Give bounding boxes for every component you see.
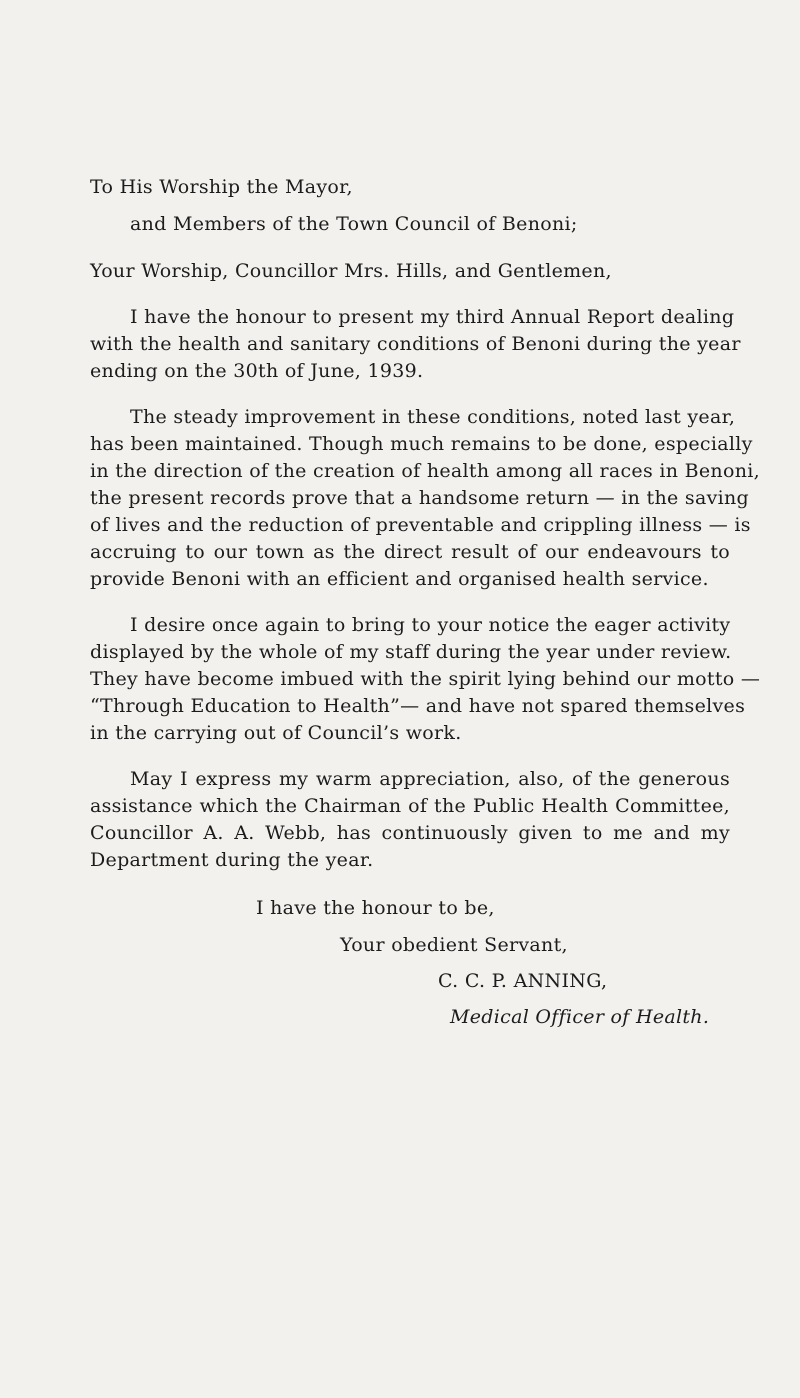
- paragraph-line: May I express my warm appreciation, also, of the generous: [130, 768, 730, 790]
- signatory-title: Medical Officer of Health.: [450, 1006, 710, 1028]
- paragraph-line: accruing to our town as the direct result of our endeavours to: [90, 541, 730, 563]
- paragraph-line: in the carrying out of Council’s work.: [90, 722, 462, 744]
- paragraph-line: in the direction of the creation of health among all races in Benoni,: [90, 460, 760, 482]
- address-line-council: and Members of the Town Council of Benoni;: [130, 213, 578, 235]
- closing-line-servant: Your obedient Servant,: [340, 934, 568, 956]
- paragraph-line: ending on the 30th of June, 1939.: [90, 360, 424, 382]
- paragraph-line: with the health and sanitary conditions of Benoni during the year: [90, 333, 741, 355]
- closing-line-honour: I have the honour to be,: [256, 897, 495, 919]
- paragraph-line: displayed by the whole of my staff during the year under review.: [90, 641, 732, 663]
- signatory-name: C. C. P. ANNING,: [438, 970, 608, 992]
- paragraph-line: I have the honour to present my third Annual Report dealing: [130, 306, 735, 328]
- paragraph-line: of lives and the reduction of preventable and crippling illness — is: [90, 514, 751, 536]
- paragraph-line: assistance which the Chairman of the Public Health Committee,: [90, 795, 730, 817]
- paragraph-line: has been maintained. Though much remains to be done, especially: [90, 433, 753, 455]
- paragraph-line: They have become imbued with the spirit lying behind our motto —: [90, 668, 761, 690]
- salutation: Your Worship, Councillor Mrs. Hills, and Gentlemen,: [90, 260, 612, 282]
- paragraph-line: I desire once again to bring to your notice the eager activity: [130, 614, 731, 636]
- paragraph-line: “Through Education to Health”— and have not spared themselves: [90, 695, 746, 717]
- paragraph-line: the present records prove that a handsome return — in the saving: [90, 487, 749, 509]
- paragraph-line: Department during the year.: [90, 849, 374, 871]
- paragraph-line: The steady improvement in these conditions, noted last year,: [130, 406, 736, 428]
- paragraph-line: provide Benoni with an efficient and organised health service.: [90, 568, 709, 590]
- address-line-mayor: To His Worship the Mayor,: [90, 176, 353, 198]
- paragraph-line: Councillor A. A. Webb, has continuously given to me and my: [90, 822, 730, 844]
